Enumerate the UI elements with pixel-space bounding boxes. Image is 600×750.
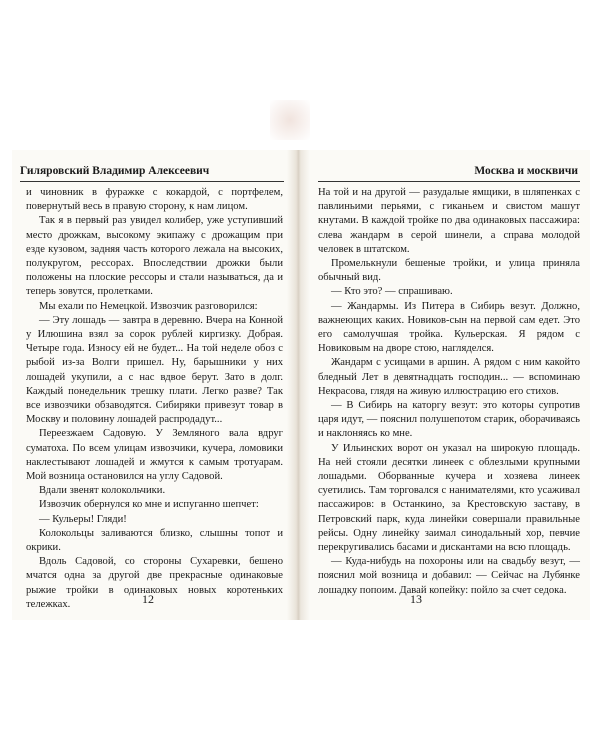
left-page <box>12 150 287 620</box>
paragraph: Так я в первый раз увидел колибер, уже уступивший место дрожкам, высокому экипажу с дрожащим при езде кузовом, задняя часть которого лежала на высоких, полукругом, рессорах. Впоследствии дрожки были положены на плоские рессоры и стали называться, да и теперь зовутся, пролетками. <box>26 215 283 298</box>
left-page-number: 12 <box>142 592 154 606</box>
right-page <box>310 150 590 620</box>
paragraph: Колокольцы заливаются близко, слышны топот и окрики. <box>26 527 283 554</box>
paragraph: У Ильинских ворот он указал на широкую площадь. На ней стояли десятки линеек с облезлыми крупными лошадьми. Оборванные кучера и хозяева линеек суетились. Там торговался с нанимателями, кто усаживал пассажиров: в Останкино, за Крестовскую заставу, в Петровский парк, куда линейки совершали правильные рейсы. Одну линейку заимал синодальный хор, певчие перекругивались басами и дискантами на всю площадь. <box>318 442 580 554</box>
paragraph: Вдоль Садовой, со стороны Сухаревки, бешено мчатся одна за другой две прекрасные одинаковые рыжие тройки в одинаковых новых коротеньких тележках. <box>26 556 283 610</box>
paragraph: Переезжаем Садовую. У Земляного вала вдруг суматоха. По всем улицам извозчики, кучера, ломовики наклестывают лошадей и жмутся к самым тротуарам. Мой возница остановился на углу Садовой. <box>26 428 283 483</box>
paragraph: — В Сибирь на каторгу везут: это которы супротив царя идут, — пояснил полушепотом старик, оборачиваясь и наклоняясь ко мне. <box>318 400 580 440</box>
paragraph: — Эту лошадь — завтра в деревню. Вчера на Конной у Илюшина взял за сорок рублей киргизку. Добрая. Четыре года. Износу ей не будет... На той неделе обоз с рыбой из-за Волги пришел. Ну, барышники у них лошадей укупили, а с нас вдвое берут. Зато в долг. Каждый понедельник трешку плати. Легко разве? Так все извозчики обзаводятся. Сибиряки привезут товар в Москву и половину лошадей распродадут... <box>26 314 283 426</box>
book-spine <box>287 150 310 620</box>
paragraph: — Жандармы. Из Питера в Сибирь везут. Должно, важнеющих каких. Новиков-сын на первой сам едет. Это его самолучшая тройка. Кульерская. Я рядом с Новиковым на дворе стою, нагляделся. <box>318 300 580 355</box>
paragraph: Вдали звенят колокольчики. <box>39 485 166 497</box>
left-header-rule <box>20 181 284 182</box>
paragraph: и чиновник в фуражке с кокардой, с портфелем, повернутый весь в правую сторону, к нам лицом. <box>26 187 283 213</box>
paragraph: Промелькнули бешеные тройки, и улица приняла обычный вид. <box>318 258 580 284</box>
right-page-number: 13 <box>410 592 422 606</box>
paragraph: — Кульеры! Гляди! <box>39 513 127 525</box>
paragraph: Мы ехали по Немецкой. Извозчик разговорился: <box>39 300 258 312</box>
paragraph: На той и на другой — разудалые ямщики, в шляпенках с павлиньими перьями, с гиканьем и свистом машут кнутами. В каждой тройке по два одинаковых пассажира: слева жандарм в серой шинели, а справа молодой человек в штатском. <box>318 187 580 255</box>
right-body-text <box>318 186 580 598</box>
left-body-text <box>26 186 283 612</box>
right-header-rule <box>318 181 580 182</box>
paragraph: — Куда-нибудь на похороны или на свадьбу везут, — пояснил мой возница и добавил: — Сейчас на Лубянке лошадку попоим. Давай копейку: пойло за счет седока. <box>318 556 580 596</box>
paragraph: Извозчик обернулся ко мне и испуганно шепчет: <box>39 499 259 511</box>
paragraph: — Кто это? — спрашиваю. <box>331 286 453 298</box>
gutter-shadow <box>270 100 310 140</box>
right-running-head: Москва и москвичи <box>474 165 578 177</box>
paragraph: Жандарм с усищами в аршин. А рядом с ним какойто бледный Лет в девятнадцать господин... — вспоминаю Некрасова, глядя на живую иллюстрацию его стихов. <box>318 357 580 397</box>
left-running-head: Гиляровский Владимир Алексеевич <box>20 165 210 177</box>
